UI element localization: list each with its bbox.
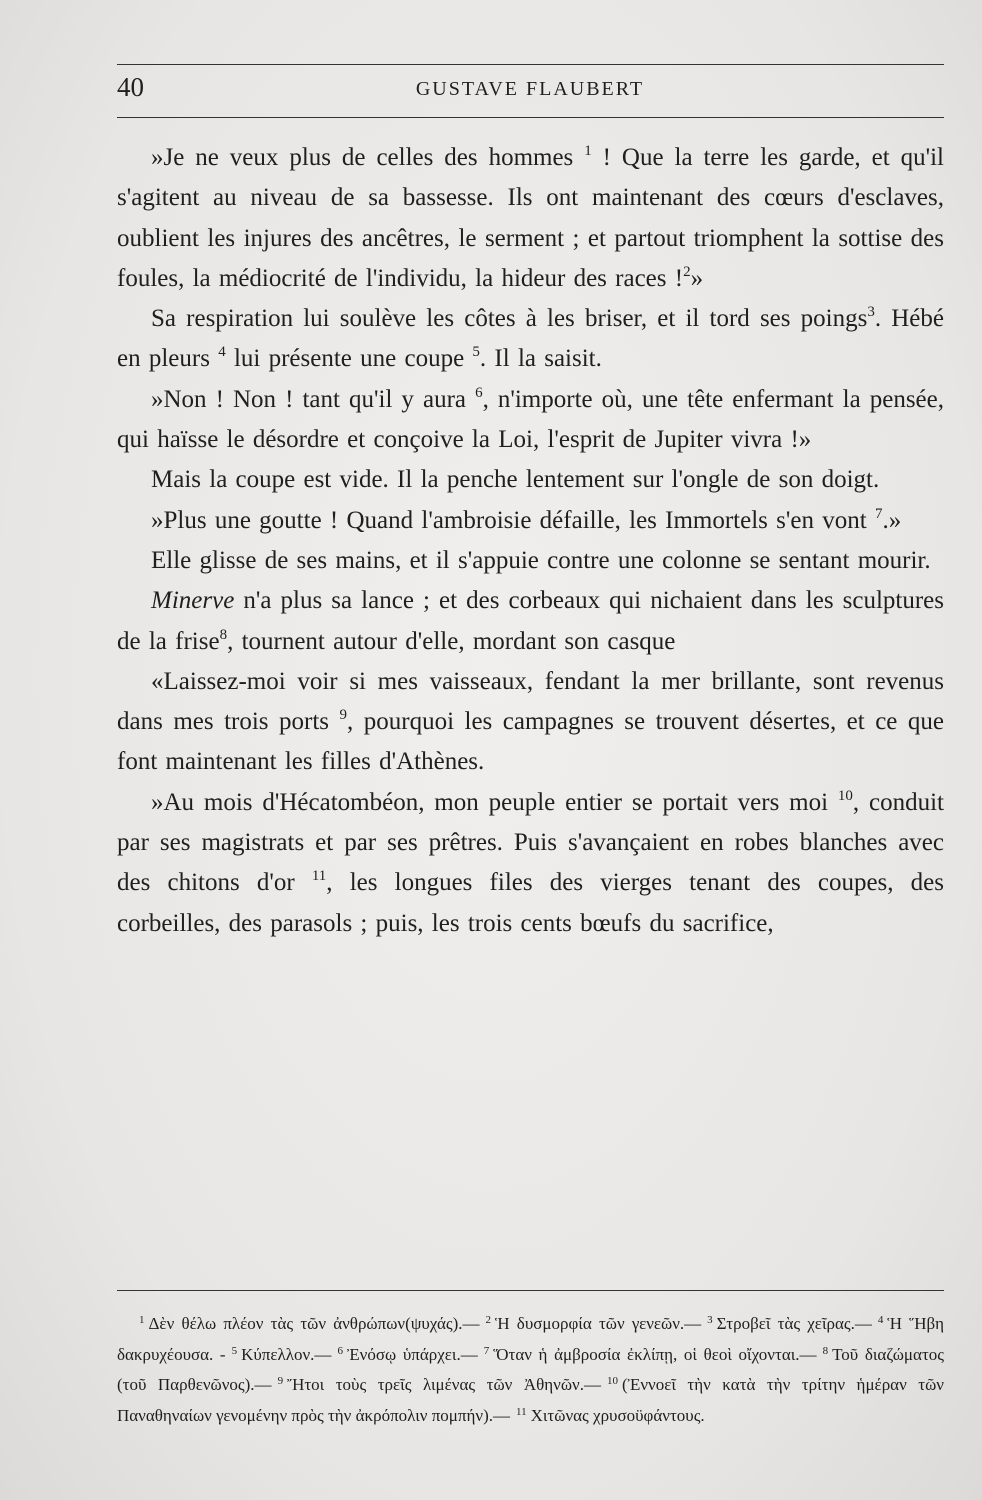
footnote-ref: 5 [472,344,480,361]
italic-text: Minerve [151,587,235,615]
footnote-number: 10 [606,1375,618,1387]
footnotes [117,1307,944,1429]
footnote-ref: 10 [837,787,853,804]
text-segment: n'a plus sa lance ; et des corbeaux qui nichaient dans les sculptures de la frise [117,587,944,655]
text-segment: ! Que la terre les garde, et qu'il s'agitent au niveau de sa bassesse. Ils ont maintenant des cœurs d'esclaves, oublient les injures des ancêtres, le serment ; et partout triomphent la sottise des foules, la médiocrité de l'individu, la hideur des races ! [117,144,944,292]
text-segment: «Laissez-moi voir si mes vaisseaux, fendant la mer brillante, sont revenus dans mes trois ports [117,667,944,736]
page-number: 40 [117,72,144,102]
footnote [516,1406,705,1425]
footnote-text: Τοῦ διαζώματος (τοῦ Παρθενῶνος).— [117,1344,945,1394]
text-segment: , pourquoi les campagnes se trouvent désertes, et ce que font maintenant les filles d'Athènes. [117,708,944,776]
footnote-ref: 11 [311,868,327,885]
footnote-number: 8 [822,1344,829,1357]
text-segment: , n'importe où, une tête enfermant la pensée, qui haïsse le désordre et conçoive la Loi, l'esprit de Jupiter vivra !» [117,385,944,454]
footnote-number: 9 [277,1375,284,1387]
footnote-text: Δὲν θέλω πλέον τὰς τῶν ἀνθρώπων(ψυχάς).— [148,1314,480,1333]
footnote-number: 6 [337,1344,343,1357]
text-segment: » [690,264,704,292]
text-segment: »Au mois d'Hécatombéon, mon peuple entier se portait vers moi [151,788,838,816]
paragraph [117,501,944,541]
footnote [278,1375,601,1394]
footnote-number: 3 [707,1314,713,1326]
footnote-ref: 6 [475,384,483,401]
footnote-ref: 4 [218,344,226,361]
text-segment: »Non ! Non ! tant qu'il y aura [151,385,476,413]
footnote-text: Ἐνόσῳ ὑπάρχει.— [346,1344,478,1364]
footnote [337,1345,477,1364]
footnote-ref: 2 [683,263,691,280]
footnote-text: (Ἐννοεῖ τὴν κατὰ τὴν τρίτην ἡμέραν τῶν Παναθηναίων γενομένην πρὸς τὴν ἀκρόπολιν πομπήν).— [117,1375,944,1425]
paragraph [117,783,944,944]
paragraph [117,299,944,380]
footnote-ref: 8 [219,626,228,643]
paragraph [117,581,944,662]
text-segment: , les longues files des vierges tenant des coupes, des corbeilles, des parasols ; puis, les trois cents bœufs du sacrifice, [117,869,944,937]
footnote-text: Στροβεῖ τὰς χεῖρας.— [716,1314,872,1333]
header-rule-bottom [117,117,944,118]
footnote-number: 7 [483,1344,490,1357]
text-segment: Mais la coupe est vide. Il la penche lentement sur l'ongle de son doigt. [151,466,880,494]
footnote-number: 11 [515,1405,527,1418]
footnote-ref: 9 [339,707,347,724]
footnote-text: Ἡ Ἥβη δακρυχέουσα. - [117,1314,945,1364]
text-segment: , tournent autour d'elle, mordant son casque [227,627,676,655]
paragraph [117,662,944,783]
footnote-ref: 3 [867,304,875,321]
paragraph [117,460,944,500]
footnote [707,1314,872,1333]
body-text [117,138,944,944]
footnote [232,1345,332,1364]
text-segment: . Il la saisit. [479,345,602,373]
footnote-number: 5 [231,1344,238,1357]
text-segment: . Hébé en pleurs [117,305,944,373]
text-segment: Sa respiration lui soulève les côtes à les briser, et il tord ses poings [151,305,868,333]
footnote-block [117,1307,944,1429]
footnote-number: 4 [877,1314,884,1326]
footnote [486,1314,702,1333]
footnote-number: 2 [485,1314,492,1326]
footnote-ref: 7 [874,505,883,522]
text-segment: »Plus une goutte ! Quand l'ambroisie défaille, les Immortels s'en vont [151,506,875,534]
footnote-text: Ἡ δυσμορφία τῶν γενεῶν.— [495,1314,702,1333]
text-segment: .» [882,506,902,534]
text-segment: , conduit par ses magistrats et par ses prêtres. Puis s'avançaient en robes blanches avec des chitons d'or [117,788,944,897]
paragraph [117,541,944,581]
running-head: GUSTAVE FLAUBERT [415,78,645,100]
footnote-ref: 1 [584,143,592,159]
footnote [484,1345,817,1364]
text-segment: »Je ne veux plus de celles des hommes [151,144,585,171]
footnote-rule [117,1290,944,1291]
footnote-text: Ἤτοι τοὺς τρεῖς λιμένας τῶν Ἀθηνῶν.— [287,1375,601,1394]
footnote-text: Ὅταν ἡ ἀμβροσία ἐκλίπῃ, οἱ θεοὶ οἴχονται.— [493,1344,817,1364]
page-header [115,72,945,108]
text-segment: lui présente une coupe [225,345,473,373]
footnote-number: 1 [139,1314,145,1326]
paragraph [117,380,944,461]
footnote-text: Χιτῶνας χρυσοϋφάντους. [530,1405,705,1425]
paragraph [117,138,944,299]
footnote-text: Κύπελλον.— [241,1344,332,1364]
header-rule-top [117,64,944,65]
footnote [139,1314,480,1333]
text-segment: Elle glisse de ses mains, et il s'appuie contre une colonne se sentant mourir. [151,546,931,574]
